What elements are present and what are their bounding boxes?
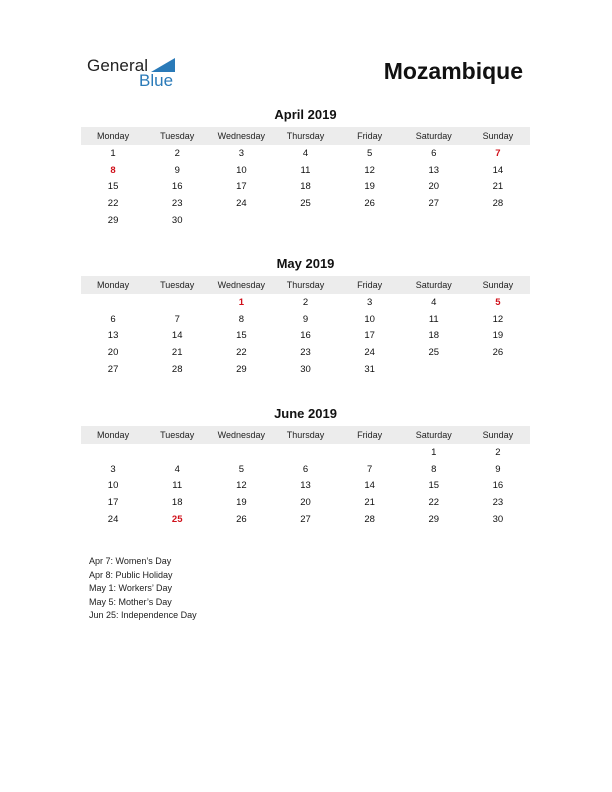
week-row [81,344,530,361]
week-row [81,327,530,344]
day-cell: 22 [236,346,247,358]
day-cell: 19 [236,496,247,508]
holiday-day-cell: 5 [495,296,501,308]
day-cell: 28 [492,197,504,209]
calendar-month-april [81,107,530,228]
weekday-label: Friday [357,430,383,440]
day-cell: 10 [107,480,119,492]
weekday-label: Monday [97,280,130,290]
day-cell: 8 [238,313,244,325]
weekday-label: Wednesday [217,430,266,440]
week-row [81,294,530,311]
day-cell: 20 [428,181,440,193]
day-cell: 29 [236,363,247,375]
day-cell: 2 [174,147,180,159]
day-cell: 21 [492,181,504,193]
day-cell: 14 [364,480,375,492]
day-cell: 5 [238,463,244,475]
weekday-label: Sunday [482,430,514,440]
country-title: Mozambique [383,58,523,84]
week-row [81,212,530,229]
day-cell: 12 [492,313,504,325]
day-cell: 15 [107,181,119,193]
day-cell: 26 [236,513,247,525]
week-row [81,494,530,511]
month-title: June 2019 [274,406,337,421]
day-cell: 4 [302,147,309,159]
day-cell: 3 [366,296,373,308]
week-row [81,361,530,378]
day-cell: 18 [171,496,183,508]
day-cell: 2 [302,296,309,308]
holiday-item: May 5: Mother’s Day [89,596,172,607]
day-cell: 18 [428,330,440,342]
day-cell: 20 [107,346,119,358]
holiday-item: Jun 25: Independence Day [89,610,197,621]
weekday-label: Saturday [415,430,452,440]
day-cell: 21 [171,346,183,358]
day-cell: 25 [428,346,440,358]
month-grid [81,444,530,527]
day-cell: 31 [364,363,375,375]
logo-flag-icon [151,58,175,72]
day-cell: 16 [171,181,183,193]
week-row [81,311,530,328]
day-cell: 3 [238,147,244,159]
day-cell: 16 [492,480,504,492]
weekday-label: Wednesday [217,131,266,141]
day-cell: 10 [236,164,247,176]
week-row [81,195,530,212]
day-cell: 18 [300,181,311,193]
day-cell: 25 [300,197,311,209]
weekday-label: Wednesday [217,280,266,290]
day-cell: 7 [366,463,373,475]
day-cell: 15 [428,480,440,492]
holiday-day-cell: 1 [238,296,244,308]
holiday-item: Apr 8: Public Holiday [89,569,173,580]
weekday-label: Sunday [482,280,514,290]
day-cell: 12 [236,480,247,492]
calendar-month-may [81,256,530,377]
holiday-item: Apr 7: Women’s Day [89,556,172,566]
weekday-label: Tuesday [160,280,195,290]
weekday-label: Friday [357,280,383,290]
day-cell: 23 [300,346,311,358]
day-cell: 24 [236,197,247,209]
holiday-item: May 1: Workers’ Day [89,583,173,594]
week-row [81,145,530,162]
day-cell: 23 [171,197,183,209]
day-cell: 28 [171,363,183,375]
day-cell: 27 [300,513,311,525]
day-cell: 17 [236,181,247,193]
day-cell: 27 [428,197,440,209]
day-cell: 15 [236,330,247,342]
weekday-label: Saturday [415,131,452,141]
day-cell: 26 [364,197,375,209]
day-cell: 17 [364,330,375,342]
weekday-label: Tuesday [160,131,195,141]
weekday-header [81,426,530,444]
day-cell: 26 [492,346,504,358]
day-cell: 22 [107,197,119,209]
brand-logo [87,56,197,96]
day-cell: 13 [428,164,440,176]
day-cell: 6 [110,313,116,325]
day-cell: 9 [302,313,309,325]
day-cell: 3 [110,463,116,475]
day-cell: 6 [431,147,437,159]
weekday-header [81,127,530,145]
weekday-label: Friday [357,131,383,141]
weekday-label: Thursday [286,280,325,290]
day-cell: 11 [300,164,311,176]
day-cell: 6 [302,463,309,475]
day-cell: 9 [174,164,180,176]
day-cell: 13 [300,480,311,492]
day-cell: 16 [300,330,311,342]
day-cell: 5 [366,147,373,159]
day-cell: 21 [364,496,375,508]
day-cell: 1 [431,446,437,458]
day-cell: 1 [110,147,116,159]
holiday-day-cell: 25 [171,513,183,525]
day-cell: 8 [431,463,437,475]
month-grid [81,145,530,228]
day-cell: 30 [492,513,504,525]
day-cell: 9 [495,463,501,475]
day-cell: 29 [428,513,440,525]
day-cell: 7 [174,313,180,325]
day-cell: 17 [107,496,119,508]
day-cell: 11 [428,313,439,325]
day-cell: 22 [428,496,440,508]
weekday-label: Sunday [482,131,514,141]
month-title: May 2019 [276,256,335,271]
day-cell: 19 [364,181,375,193]
day-cell: 30 [300,363,311,375]
day-cell: 2 [495,446,501,458]
day-cell: 20 [300,496,311,508]
calendar-month-june [81,406,530,527]
day-cell: 10 [364,313,375,325]
day-cell: 24 [107,513,119,525]
day-cell: 27 [107,363,119,375]
weekday-label: Tuesday [160,430,195,440]
day-cell: 28 [364,513,375,525]
logo-blue-text: Blue [139,71,174,90]
day-cell: 14 [171,330,183,342]
weekday-label: Thursday [286,131,325,141]
week-row [81,178,530,195]
week-row [81,444,530,461]
day-cell: 11 [172,480,183,492]
month-title: April 2019 [274,107,337,122]
day-cell: 4 [174,463,180,475]
day-cell: 12 [364,164,375,176]
week-row [81,162,530,179]
day-cell: 29 [107,214,119,226]
weekday-label: Saturday [415,280,452,290]
day-cell: 4 [431,296,437,308]
day-cell: 23 [492,496,504,508]
weekday-label: Thursday [286,430,325,440]
week-row [81,461,530,478]
holiday-day-cell: 7 [495,147,501,159]
day-cell: 14 [492,164,504,176]
week-row [81,477,530,494]
holiday-list [89,555,197,623]
weekday-label: Monday [97,430,130,440]
holiday-day-cell: 8 [110,164,116,176]
day-cell: 19 [492,330,504,342]
day-cell: 30 [171,214,183,226]
day-cell: 24 [364,346,375,358]
weekday-header [81,276,530,294]
day-cell: 13 [107,330,119,342]
month-grid [81,294,530,377]
weekday-label: Monday [97,131,130,141]
logo-general-text: General [87,56,149,75]
week-row [81,511,530,528]
